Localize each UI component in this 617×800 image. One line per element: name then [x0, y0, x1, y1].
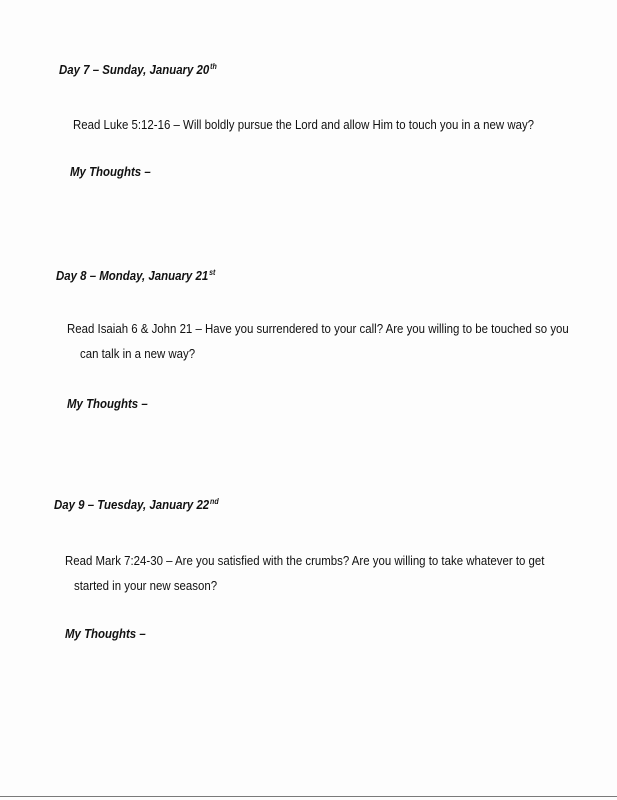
day-7-reading-line-1: Read Luke 5:12-16 – Will boldly pursue the Lord and allow Him to touch you in a new way? — [73, 117, 535, 132]
day-8-reading-line-2: can talk in a new way? — [80, 346, 196, 361]
day-8-heading-text: Day 8 – Monday, January 21 — [56, 268, 209, 283]
scan-bottom-edge — [0, 796, 617, 797]
day-7-heading-suffix: th — [210, 62, 217, 71]
day-8-heading-suffix: st — [209, 268, 216, 277]
day-8-heading — [56, 268, 215, 283]
day-7-heading-text: Day 7 – Sunday, January 20 — [59, 62, 210, 77]
day-7-my-thoughts-label: My Thoughts – — [70, 164, 151, 179]
day-8-reading-line-1: Read Isaiah 6 & John 21 – Have you surrendered to your call? Are you willing to be touched so you — [67, 321, 569, 336]
day-9-reading-line-2: started in your new season? — [74, 578, 218, 593]
day-9-heading — [54, 497, 219, 512]
day-8-my-thoughts-label: My Thoughts – — [67, 396, 148, 411]
day-9-reading-line-1: Read Mark 7:24-30 – Are you satisfied with the crumbs? Are you willing to take whatever to get — [65, 553, 545, 568]
day-7-heading — [59, 62, 217, 77]
day-9-heading-text: Day 9 – Tuesday, January 22 — [54, 497, 210, 512]
day-9-heading-suffix: nd — [210, 497, 219, 506]
day-9-my-thoughts-label: My Thoughts – — [65, 626, 146, 641]
